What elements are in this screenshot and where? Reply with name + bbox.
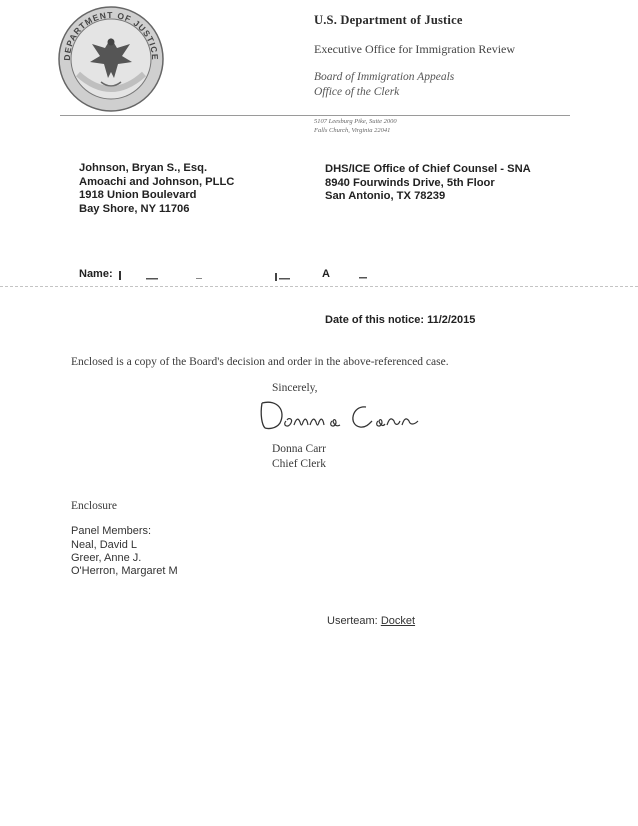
notice-date — [325, 314, 475, 326]
address-line: 1918 Union Boulevard — [79, 189, 197, 201]
userteam-docket-link[interactable]: Docket — [380, 615, 416, 627]
notice-date-value: 11/2/2015 — [427, 314, 476, 326]
agency-name: U.S. Department of Justice — [314, 13, 463, 27]
panel-members-heading: Panel Members: — [71, 525, 152, 537]
address-line: DHS/ICE Office of Chief Counsel - SNA — [325, 163, 531, 175]
signer-title: Chief Clerk — [272, 458, 326, 470]
agency-address-line1: 5107 Leesburg Pike, Suite 2000 — [314, 118, 397, 125]
userteam — [327, 615, 415, 627]
handwritten-signature — [256, 395, 426, 433]
alien-number-label: A — [322, 268, 330, 280]
name-label: Name: — [79, 268, 113, 280]
header-divider — [60, 115, 570, 116]
userteam-label: Userteam: — [327, 615, 378, 627]
dashed-divider — [0, 286, 638, 287]
panel-member: O'Herron, Margaret M — [71, 565, 178, 577]
dhs-counsel-address — [325, 163, 531, 204]
address-line: Johnson, Bryan S., Esq. — [79, 162, 208, 174]
enclosure-label: Enclosure — [71, 500, 117, 512]
address-line: 8940 Fourwinds Drive, 5th Floor — [325, 176, 495, 189]
address-line: Amoachi and Johnson, PLLC — [79, 175, 235, 188]
panel-member: Neal, David L — [71, 539, 138, 551]
closing: Sincerely, — [272, 382, 318, 394]
address-line: Bay Shore, NY 11706 — [79, 202, 190, 215]
address-line: San Antonio, TX 78239 — [325, 190, 446, 202]
doj-seal-logo — [56, 4, 166, 114]
office-name: Executive Office for Immigration Review — [314, 42, 516, 56]
enclosed-statement: Enclosed is a copy of the Board's decision and order in the above-referenced case. — [71, 356, 449, 368]
signer-name: Donna Carr — [272, 443, 326, 455]
agency-address-line2: Falls Church, Virginia 22041 — [314, 127, 391, 134]
board-name: Board of Immigration Appeals — [314, 71, 455, 83]
svg-text:DEPARTMENT OF JUSTICE: DEPARTMENT OF JUSTICE — [61, 9, 161, 61]
respondent-counsel-address — [79, 162, 234, 216]
panel-member: Greer, Anne J. — [71, 552, 142, 564]
clerk-office-name: Office of the Clerk — [314, 86, 400, 98]
notice-date-label: Date of this notice: — [325, 314, 425, 326]
